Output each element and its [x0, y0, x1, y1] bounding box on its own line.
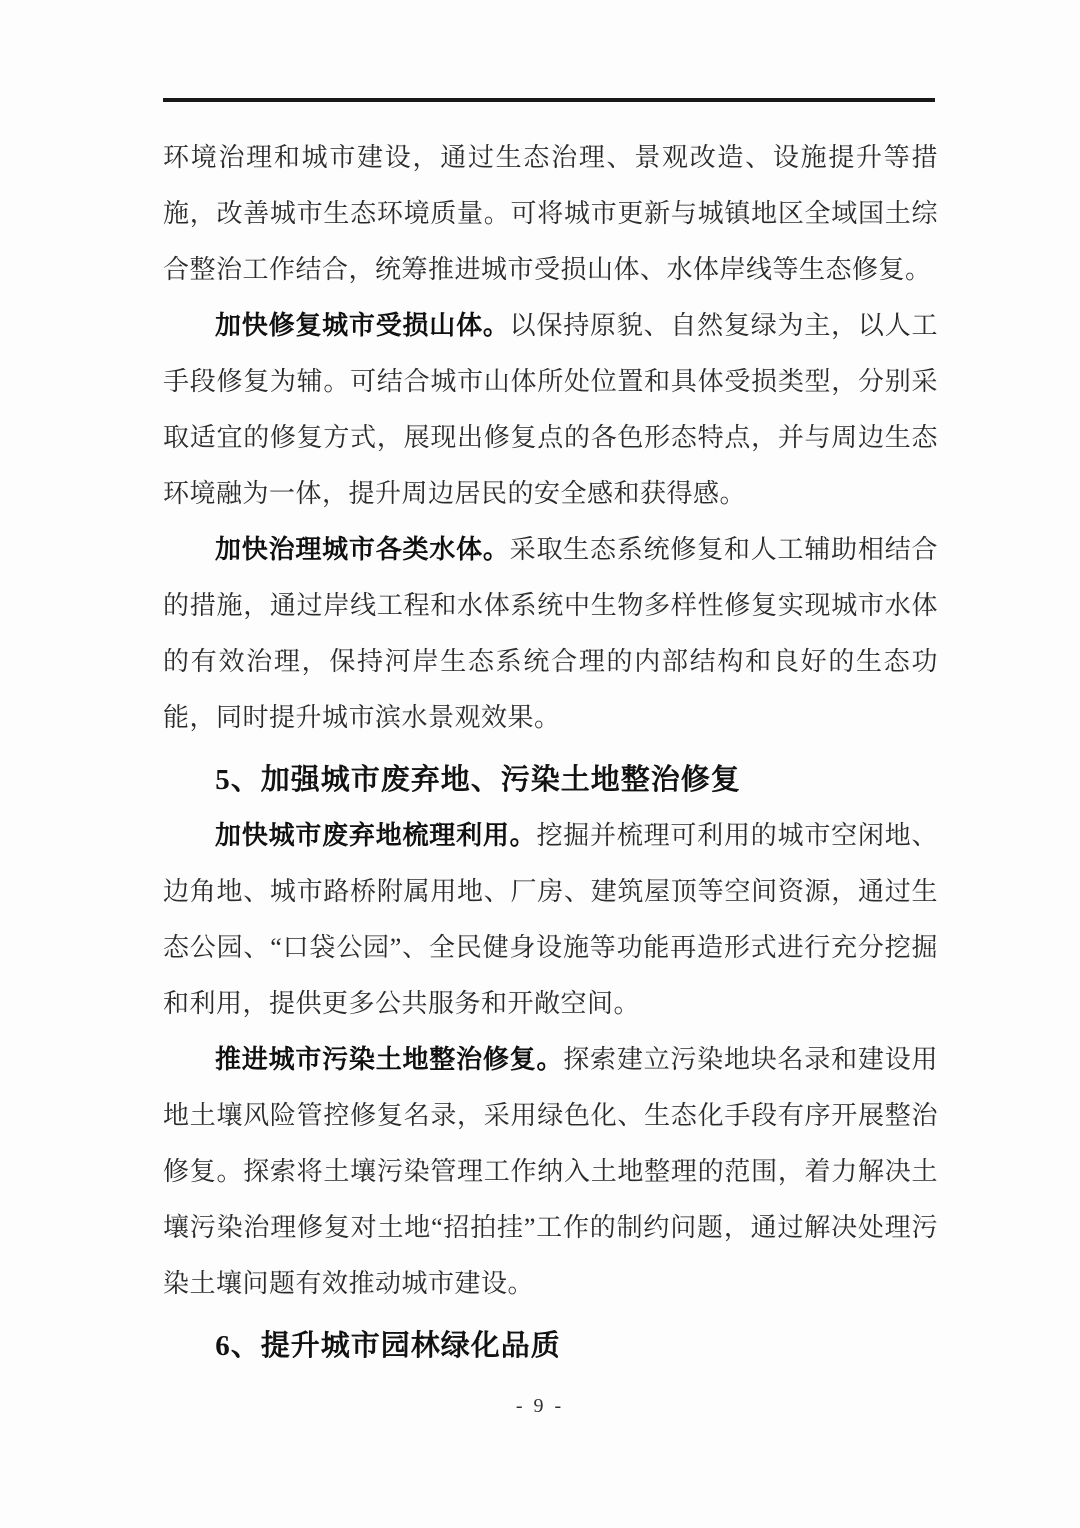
paragraph-lead: 推进城市污染土地整治修复。 [215, 1045, 564, 1074]
paragraph-text: 环境治理和城市建设，通过生态治理、景观改造、设施提升等措施，改善城市生态环境质量。可将城市更新与城镇地区全域国土综合整治工作结合，统筹推进城市受损山体、水体岸线等生态修复。 [163, 143, 938, 284]
paragraph-text: 以保持原貌、自然复绿为主，以人工手段修复为辅。可结合城市山体所处位置和具体受损类型，分别采取适宜的修复方式，展现出修复点的各色形态特点，并与周边生态环境融为一体，提升周边居民的安全感和获得感。 [163, 311, 938, 508]
page-footer [0, 1394, 1080, 1418]
paragraph-lead: 加快治理城市各类水体。 [215, 535, 510, 564]
page-number: - 9 - [515, 1395, 565, 1417]
section-heading-5: 5、加强城市废弃地、污染土地整治修复 [215, 764, 741, 796]
body-paragraph [163, 130, 938, 298]
body-paragraph [163, 808, 938, 1032]
section-heading-6: 6、提升城市园林绿化品质 [215, 1330, 561, 1362]
paragraph-text: 挖掘并梳理可利用的城市空闲地、边角地、城市路桥附属用地、厂房、建筑屋顶等空间资源，通过生态公园、“口袋公园”、全民健身设施等功能再造形式进行充分挖掘和利用，提供更多公共服务和开敞空间。 [163, 821, 938, 1018]
body-paragraph [163, 298, 938, 522]
document-body [163, 130, 938, 1374]
body-paragraph [163, 1032, 938, 1312]
paragraph-lead: 加快修复城市受损山体。 [215, 311, 510, 340]
paragraph-text: 探索建立污染地块名录和建设用地土壤风险管控修复名录，采用绿色化、生态化手段有序开展整治修复。探索将土壤污染管理工作纳入土地整理的范围，着力解决土壤污染治理修复对土地“招拍挂”工作的制约问题，通过解决处理污染土壤问题有效推动城市建设。 [163, 1045, 938, 1298]
paragraph-lead: 加快城市废弃地梳理利用。 [215, 821, 537, 850]
body-paragraph [163, 522, 938, 746]
header-rule [163, 98, 935, 102]
paragraph-text: 采取生态系统修复和人工辅助相结合的措施，通过岸线工程和水体系统中生物多样性修复实现城市水体的有效治理，保持河岸生态系统合理的内部结构和良好的生态功能，同时提升城市滨水景观效果。 [163, 535, 938, 732]
